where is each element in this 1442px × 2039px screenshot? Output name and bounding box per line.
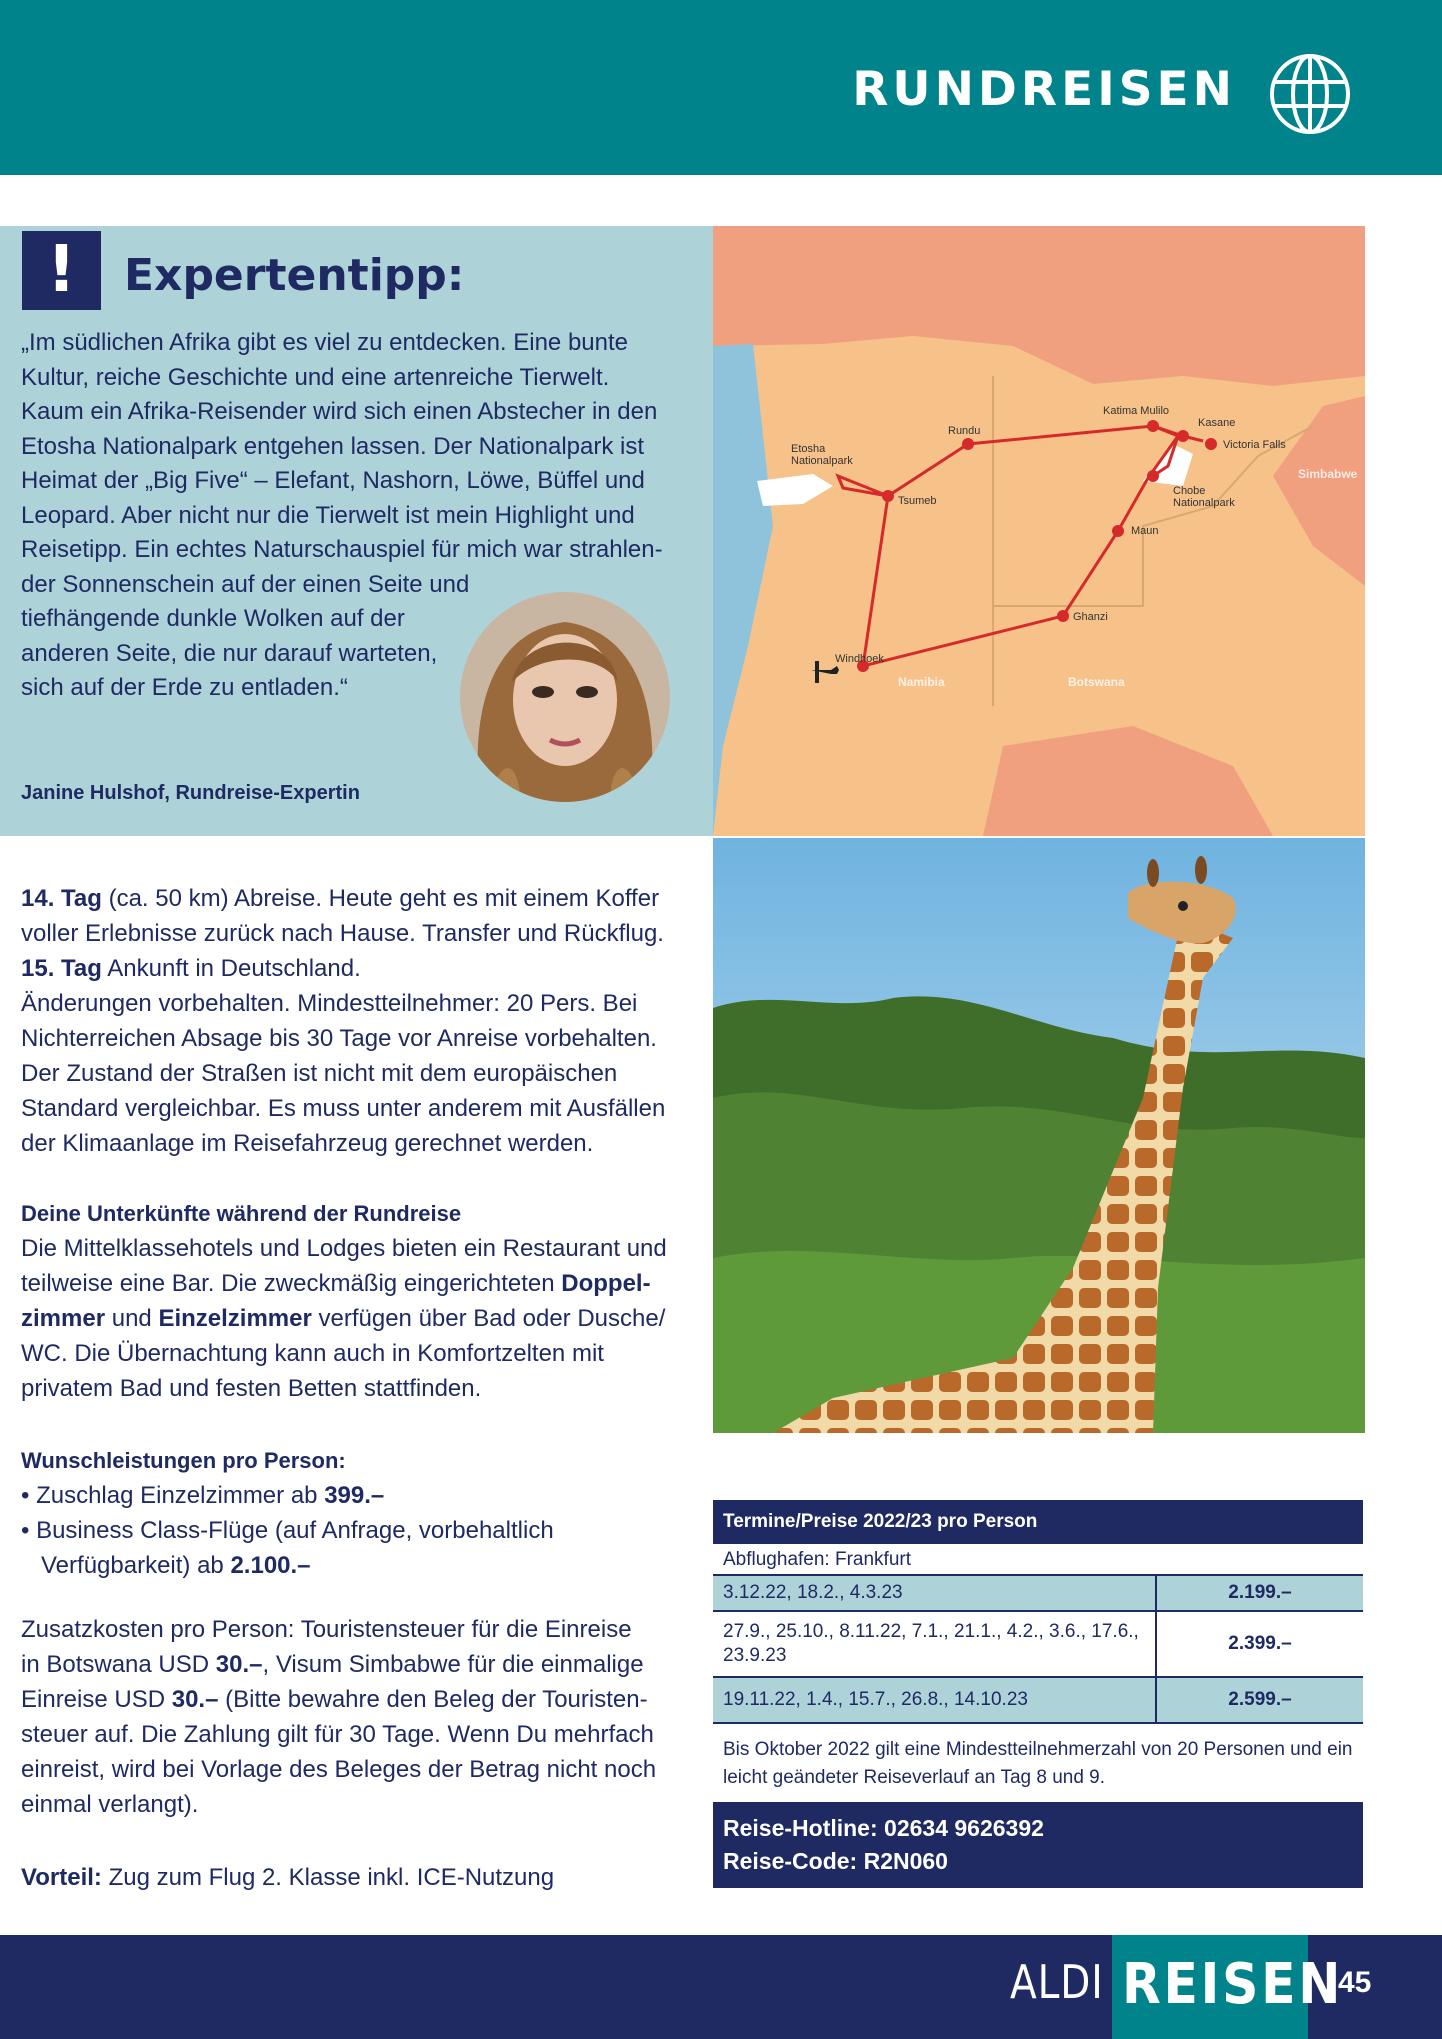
costs-line: Einreise USD 30.– (Bitte bewahre den Beleg der Touristen- (21, 1686, 648, 1713)
itinerary-text (21, 881, 696, 1161)
globe-icon (1268, 52, 1352, 136)
tip-line: der Sonnenschein auf der einen Seite und (21, 570, 470, 598)
map-label-rundu: Rundu (948, 425, 981, 437)
expert-tip-title: Expertentipp: (124, 250, 465, 301)
map-label-windhoek: Windhoek (835, 653, 884, 665)
day15-text: Ankunft in Deutschland. (101, 955, 361, 982)
extras-text (21, 1443, 696, 1583)
note-line: der Klimaanlage im Reisefahrzeug gerechnet werden. (21, 1130, 594, 1157)
map-label-tsumeb: Tsumeb (898, 495, 937, 507)
day14-label: 14. Tag (21, 885, 102, 912)
table-row (713, 1678, 1363, 1724)
costs-line: einreist, wird bei Vorlage des Beleges der Betrag nicht noch (21, 1756, 657, 1783)
map-label-chobe: Chobe Nationalpark (1173, 485, 1235, 509)
tip-line: Reisetipp. Ein echtes Naturschauspiel für mich war strahlen- (21, 536, 663, 563)
price-table (713, 1500, 1363, 1888)
hotline-box (713, 1802, 1363, 1888)
tip-line: Leopard. Aber nicht nur die Tierwelt ist mein Highlight und (21, 501, 635, 529)
costs-line: einmal verlangt). (21, 1791, 199, 1818)
extras-item-cont: Verfügbarkeit) ab 2.100.– (41, 1552, 311, 1579)
day14-line (21, 881, 696, 916)
day15-label: 15. Tag (21, 955, 102, 982)
note-line: Nichterreichen Absage bis 30 Tage vor Anreise vorbehalten. (21, 1025, 657, 1052)
exclamation-badge: ! (22, 231, 101, 310)
map-label-etosha: Etosha Nationalpark (791, 443, 853, 467)
row-price: 2.199.– (1228, 1582, 1292, 1603)
map-country-botswana: Botswana (1068, 675, 1125, 689)
hotline-number: Reise-Hotline: 02634 9626392 (723, 1815, 1044, 1841)
advantage-label: Vorteil: (21, 1864, 102, 1891)
extras-item: • Zuschlag Einzelzimmer ab 399.– (21, 1482, 385, 1509)
section-title: RUNDREISEN (852, 62, 1236, 117)
extras-heading: Wunschleistungen pro Person: (21, 1448, 346, 1473)
tip-line: „Im südlichen Afrika gibt es viel zu entdecken. Eine bunte (21, 329, 629, 356)
costs-line: Zusatzkosten pro Person: Touristensteuer für die Einreise (21, 1616, 632, 1643)
tip-line: Heimat der „Big Five“ – Elefant, Nashorn, Löwe, Büffel und (21, 467, 645, 494)
table-note: Bis Oktober 2022 gilt eine Mindestteilnehmerzahl von 20 Personen und ein leicht geändeter Reiseverlauf an Tag 8 und 9. (723, 1739, 1353, 1788)
trip-code: Reise-Code: R2N060 (723, 1848, 948, 1874)
accommodation-line: Die Mittelklassehotels und Lodges bieten ein Restaurant und (21, 1235, 667, 1262)
page-number: 45 (1338, 1966, 1372, 1999)
map-country-zimbabwe: Simbabwe (1298, 467, 1358, 481)
route-map (713, 226, 1365, 836)
row-dates: 27.9., 25.10., 8.11.22, 7.1., 21.1., 4.2., 3.6., 17.6., 23.9.23 (713, 1612, 1157, 1676)
advantage-value: Zug zum Flug 2. Klasse inkl. ICE-Nutzung (101, 1864, 555, 1891)
note-line: Änderungen vorbehalten. Mindestteilnehmer: 20 Pers. Bei (21, 990, 638, 1017)
footer-brand-reisen: REISEN (1122, 1952, 1344, 2017)
accommodation-line: privatem Bad und festen Betten stattfinden. (21, 1375, 482, 1402)
map-label-maun: Maun (1131, 525, 1159, 537)
footer-brand-aldi: ALDI (1010, 1955, 1104, 2009)
price-table-header: Termine/Preise 2022/23 pro Person (713, 1500, 1363, 1544)
map-country-namibia: Namibia (898, 675, 945, 689)
row-price: 2.399.– (1228, 1633, 1292, 1654)
giraffe-photo (713, 838, 1365, 1433)
day14-text-cont: voller Erlebnisse zurück nach Hause. Transfer und Rückflug. (21, 920, 664, 947)
table-row (713, 1612, 1363, 1678)
accommodation-text (21, 1196, 696, 1406)
tip-line: Etosha Nationalpark entgehen lassen. Der Nationalpark ist (21, 432, 645, 460)
day14-text: (ca. 50 km) Abreise. Heute geht es mit einem Koffer (101, 885, 660, 912)
departure-airport: Abflughafen: Frankfurt (713, 1544, 1363, 1576)
row-price: 2.599.– (1228, 1689, 1292, 1710)
accommodation-line: teilweise eine Bar. Die zweckmäßig eingerichteten Doppel- (21, 1270, 651, 1297)
table-row (713, 1576, 1363, 1612)
tip-line: tiefhängende dunkle Wolken auf der (21, 605, 405, 632)
day15-line (21, 951, 696, 986)
tip-line: anderen Seite, die nur darauf warteten, (21, 639, 438, 667)
tip-line: sich auf der Erde zu entladen.“ (21, 674, 348, 701)
advantage-text (21, 1860, 696, 1895)
accommodation-line: WC. Die Übernachtung kann auch in Komfortzelten mit (21, 1340, 604, 1367)
accommodation-line: zimmer und Einzelzimmer verfügen über Bad oder Dusche/ (21, 1305, 666, 1332)
costs-text (21, 1612, 696, 1822)
costs-line: in Botswana USD 30.–, Visum Simbabwe für die einmalige (21, 1651, 644, 1678)
costs-line: steuer auf. Die Zahlung gilt für 30 Tage. Wenn Du mehrfach (21, 1721, 654, 1748)
note-line: Der Zustand der Straßen ist nicht mit dem europäischen (21, 1060, 618, 1087)
tip-line: Kultur, reiche Geschichte und eine artenreiche Tierwelt. (21, 363, 610, 391)
map-label-ghanzi: Ghanzi (1073, 611, 1108, 623)
note-line: Standard vergleichbar. Es muss unter anderem mit Ausfällen (21, 1095, 666, 1122)
page-header (0, 0, 1442, 175)
row-dates: 3.12.22, 18.2., 4.3.23 (713, 1576, 1157, 1610)
map-label-victoria: Victoria Falls (1223, 439, 1286, 451)
extras-item: • Business Class-Flüge (auf Anfrage, vorbehaltlich (21, 1517, 554, 1544)
accommodation-heading: Deine Unterkünfte während der Rundreise (21, 1201, 462, 1226)
map-label-katima: Katima Mulilo (1103, 405, 1170, 417)
expert-portrait (460, 592, 670, 802)
map-label-kasane: Kasane (1198, 417, 1236, 429)
tip-author: Janine Hulshof, Rundreise-Expertin (21, 782, 360, 804)
row-dates: 19.11.22, 1.4., 15.7., 26.8., 14.10.23 (713, 1678, 1157, 1722)
tip-line: Kaum ein Afrika-Reisender wird sich einen Abstecher in den (21, 398, 658, 425)
